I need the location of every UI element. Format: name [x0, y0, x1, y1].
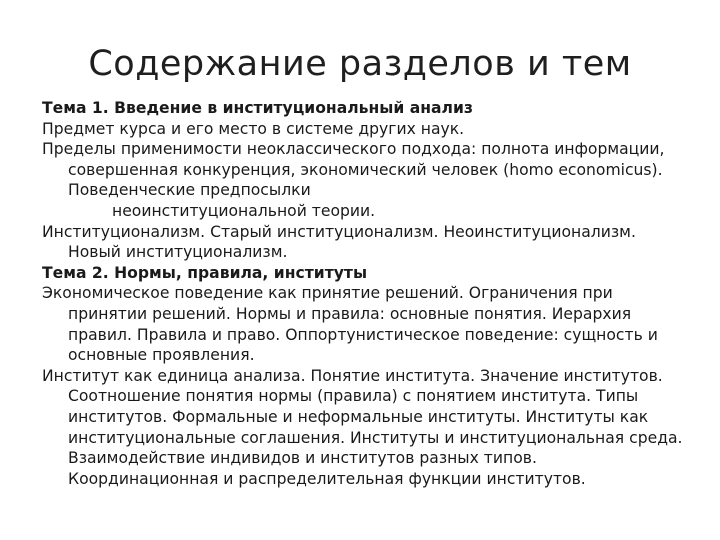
- slide-body: [42, 98, 692, 489]
- topic-heading-1: Тема 1. Введение в институциональный анализ: [42, 99, 473, 117]
- body-paragraph: [42, 139, 692, 221]
- body-paragraph: Институт как единица анализа. Понятие института. Значение институтов. Соотношение понятия нормы (правила) с понятием института. Типы институтов. Формальные и неформальные институты. Институты как институциональные соглашения. Институты и институциональная среда. Взаимодействие индивидов и институтов разных типов. Координационная и распределительная функции институтов.: [42, 366, 683, 488]
- slide-title: Содержание разделов и тем: [88, 44, 632, 84]
- topic-heading-2: Тема 2. Нормы, правила, институты: [42, 263, 368, 282]
- body-paragraph: Предмет курса и его место в системе других наук.: [42, 119, 465, 138]
- body-paragraph: Институционализм. Старый институционализм. Неоинституционализм. Новый институционализм.: [42, 222, 636, 262]
- body-paragraph-text: Пределы применимости неоклассического подхода: полнота информации, совершенная конкуренция, экономический человек (homo economicus). Поведенческие предпосылки: [42, 140, 665, 200]
- body-paragraph-text-continued: неоинституциональной теории.: [112, 201, 376, 220]
- body-paragraph: Экономическое поведение как принятие решений. Ограничения при принятии решений. Нормы и правила: основные понятия. Иерархия правил. Правила и право. Оппортунистическое поведение: сущность и основные проявления.: [42, 284, 658, 365]
